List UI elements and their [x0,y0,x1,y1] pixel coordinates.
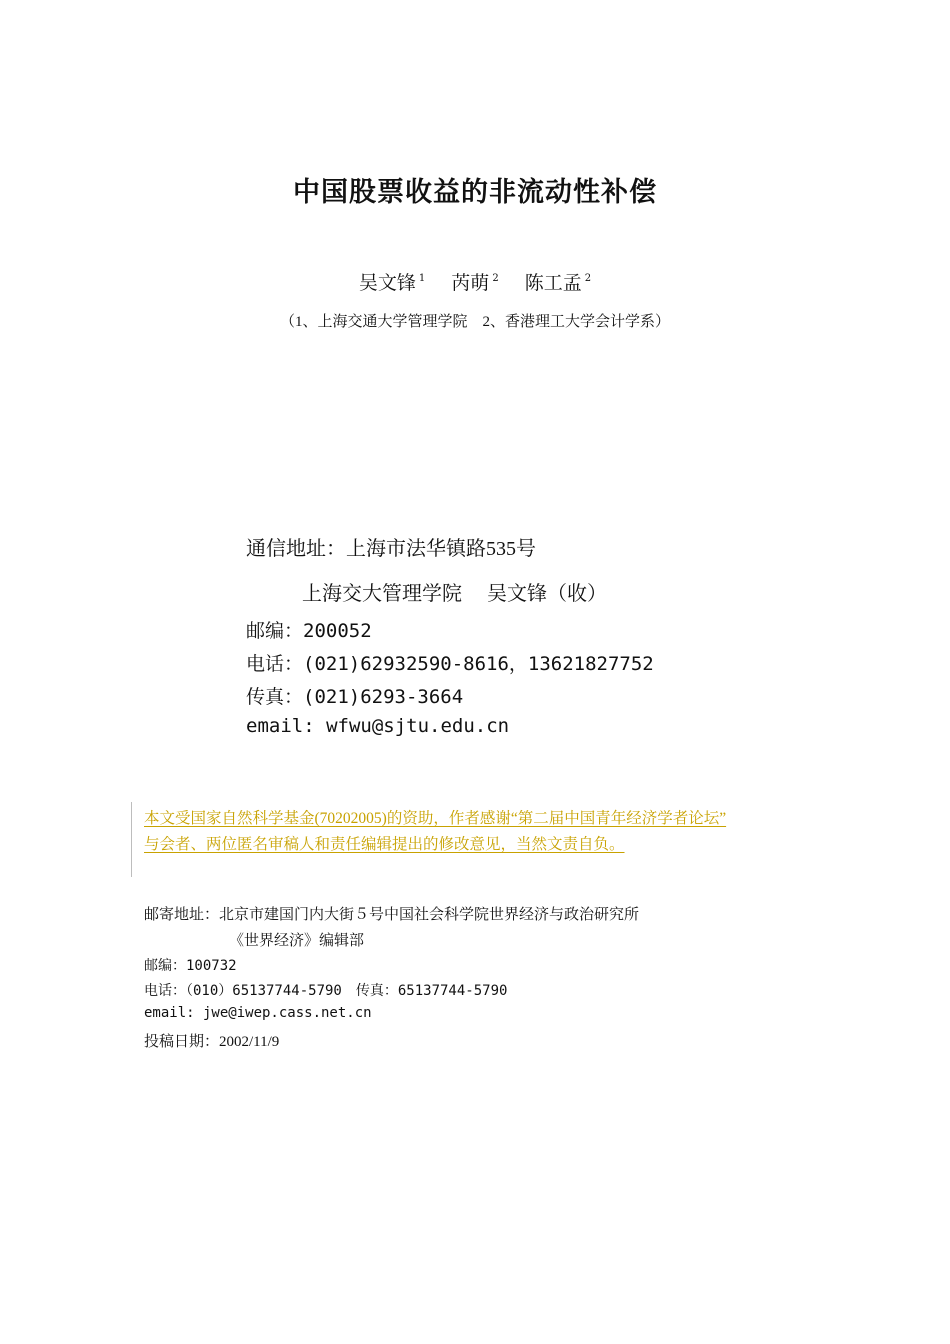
author-1 [359,272,425,294]
funding-note-line2: 与会者、两位匿名审稿人和责任编辑提出的修改意见，当然文责自负。 [144,836,625,853]
contact-postcode: 邮编：200052 [246,620,372,642]
submission-date: 投稿日期：2002/11/9 [144,1034,280,1050]
mailing-address-line2: 《世界经济》编辑部 [229,931,365,949]
contact-phone: 电话：(021)62932590-8616，13621827752 [246,653,654,675]
contact-address-line2: 上海交大管理学院 吴文锋（收） [302,583,607,605]
author-3-name: 陈工孟 [524,272,582,294]
author-3-affiliation-mark: 2 [584,273,592,284]
page-title: 中国股票收益的非流动性补偿 [293,177,657,208]
contact-fax: 传真：(021)6293-3664 [246,686,464,708]
mailing-postcode: 邮编：100732 [144,958,237,974]
mailing-email: email: jwe@iwep.cass.net.cn [144,1005,372,1021]
author-2-name: 芮萌 [451,272,490,294]
funding-note-line1: 本文受国家自然科学基金(70202005)的资助，作者感谢“第二届中国青年经济学者论坛” [144,810,727,827]
mailing-phone-fax: 电话：（010）65137744-5790 传真：65137744-5790 [144,983,508,999]
author-list [0,268,950,295]
contact-email: email: wfwu@sjtu.edu.cn [246,715,510,737]
affiliations: （1、上海交通大学管理学院 2、香港理工大学会计学系） [279,314,670,330]
author-2 [451,272,498,294]
contact-address-line1: 通信地址：上海市法华镇路535号 [246,538,536,560]
author-2-affiliation-mark: 2 [492,273,499,284]
author-3 [525,272,591,294]
author-1-name: 吴文锋 [358,272,416,294]
comment-marker-bar [131,802,132,877]
mailing-address-line1: 邮寄地址：北京市建国门内大街５号中国社会科学院世界经济与政治研究所 [144,905,640,923]
author-1-affiliation-mark: 1 [418,273,426,284]
